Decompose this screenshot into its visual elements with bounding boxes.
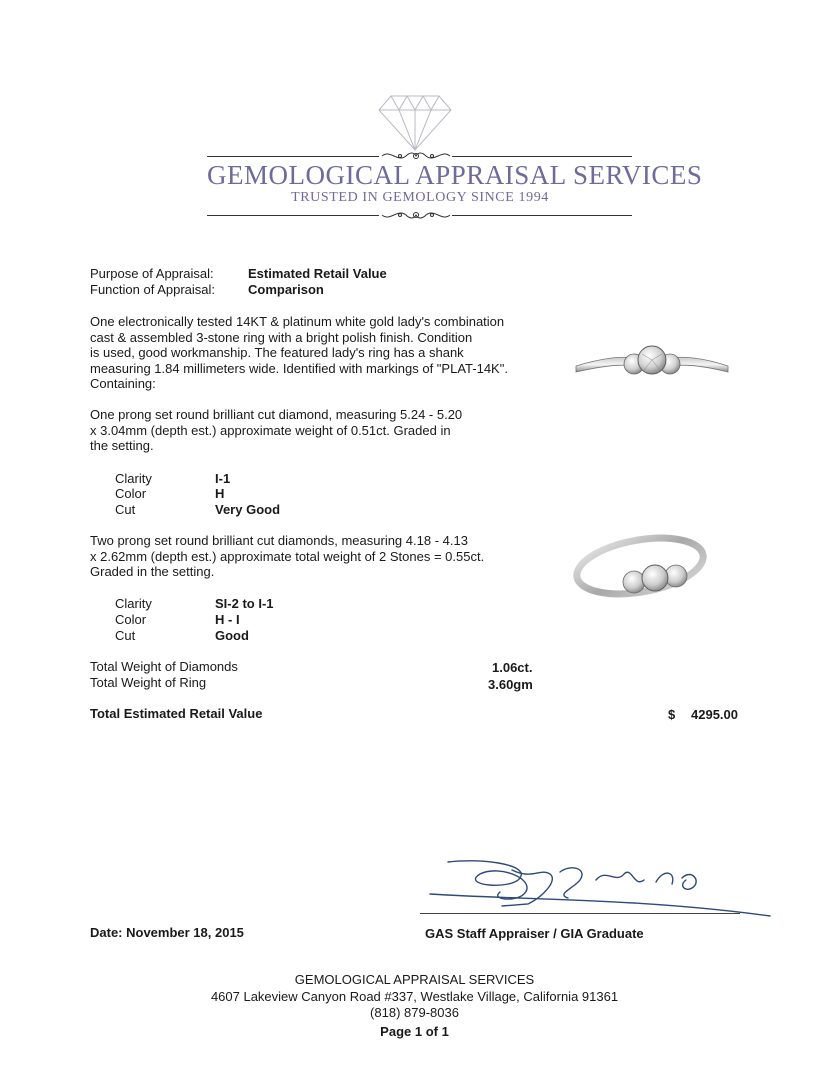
total-ring-label: Total Weight of Ring xyxy=(90,675,207,690)
total-diamonds-label: Total Weight of Diamonds xyxy=(90,659,238,674)
side-cut-label: Cut xyxy=(115,628,136,643)
logo-top-rule xyxy=(207,156,379,157)
logo-top-rule-right xyxy=(452,156,632,157)
appraiser-signature xyxy=(420,850,780,920)
page-number: Page 1 of 1 xyxy=(380,1024,449,1039)
brand-name: GEMOLOGICAL APPRAISAL SERVICES xyxy=(207,160,703,190)
ring-photo-front xyxy=(572,340,732,388)
currency-symbol: $ xyxy=(668,707,676,722)
center-cut-label: Cut xyxy=(115,502,136,517)
center-clarity-label: Clarity xyxy=(115,471,152,486)
total-retail-value: 4295.00 xyxy=(691,707,738,722)
ring-description: One electronically tested 14KT & platinum white gold lady's combination cast & assembled 3-stone ring with a bright polish finish. Condition is used, good workmanship. The featured lady's ring has a shank measuring 1.84 millimeters wide. Identified with markings of "PLAT-14K". Containing: xyxy=(90,314,508,391)
appraisal-date: Date: November 18, 2015 xyxy=(90,925,244,940)
total-diamonds-value: 1.06ct. xyxy=(492,660,533,675)
center-stone-description: One prong set round brilliant cut diamond, measuring 5.24 - 5.20 x 3.04mm (depth est.) approximate weight of 0.51ct. Graded in the setting. xyxy=(90,407,463,453)
center-color-value: H xyxy=(215,486,225,501)
flourish-ornament-bottom xyxy=(380,206,452,224)
footer-address: 4607 Lakeview Canyon Road #337, Westlake Village, California 91361 xyxy=(210,989,619,1004)
center-cut-value: Very Good xyxy=(215,502,281,517)
brand-tagline: TRUSTED IN GEMOLOGY SINCE 1994 xyxy=(291,190,549,205)
purpose-value: Estimated Retail Value xyxy=(248,266,387,281)
side-clarity-value: SI-2 to I-1 xyxy=(215,596,274,611)
side-cut-value: Good xyxy=(215,628,249,643)
function-value: Comparison xyxy=(248,282,324,297)
side-stones-description: Two prong set round brilliant cut diamonds, measuring 4.18 - 4.13 x 2.62mm (depth est.) approximate total weight of 2 Stones = 0.55ct. Graded in the setting. xyxy=(90,533,485,579)
total-retail-label: Total Estimated Retail Value xyxy=(90,706,263,721)
logo-bottom-rule-right xyxy=(452,215,632,216)
footer-company: GEMOLOGICAL APPRAISAL SERVICES xyxy=(294,972,535,987)
side-clarity-label: Clarity xyxy=(115,596,152,611)
side-color-value: H - I xyxy=(215,612,240,627)
function-label: Function of Appraisal: xyxy=(90,282,216,297)
footer-phone: (818) 879-8036 xyxy=(370,1005,459,1020)
center-clarity-value: I-1 xyxy=(215,471,231,486)
purpose-label: Purpose of Appraisal: xyxy=(90,266,214,281)
signature-line xyxy=(420,913,740,914)
logo-bottom-rule xyxy=(207,215,379,216)
ring-photo-angled xyxy=(572,528,722,608)
center-color-label: Color xyxy=(115,486,147,501)
total-ring-value: 3.60gm xyxy=(488,677,533,692)
appraiser-title: GAS Staff Appraiser / GIA Graduate xyxy=(425,926,644,941)
diamond-icon xyxy=(377,92,453,152)
side-color-label: Color xyxy=(115,612,147,627)
logo xyxy=(0,0,829,240)
